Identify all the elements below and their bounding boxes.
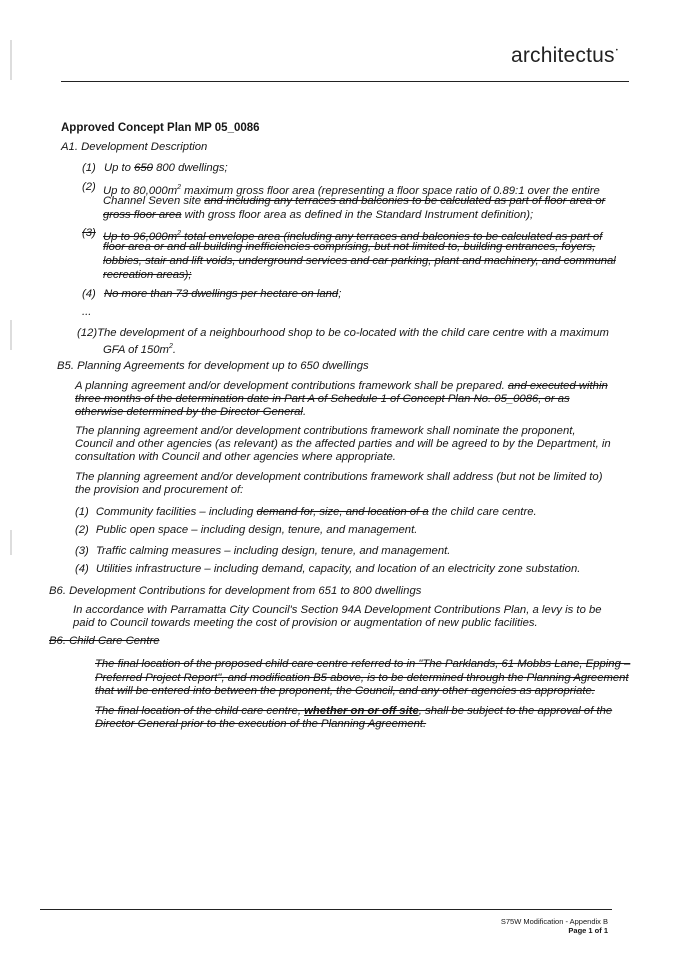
a1-item-3-number: (3)	[82, 227, 96, 239]
b5-item-2: (2) Public open space – including design, tenure, and management.	[75, 524, 418, 536]
header-rule	[61, 81, 629, 82]
a1-item-12-line-2: GFA of $150m^2$.	[103, 343, 176, 356]
b5-paragraph-2-line-3: consultation with Council and other agencies where appropriate.	[75, 451, 396, 463]
b6-old-paragraph-1-line-2: Preferred Project Report", and modification B5 above, is to be determined through the Planning Agreement	[95, 672, 629, 684]
section-b6-heading: B6. Development Contributions for development from 651 to 800 dwellings	[49, 585, 422, 597]
b5-paragraph-1-line-2: three months of the determination date in Part A of Schedule 1 of Concept Plan No. 05_0086, or as	[75, 393, 570, 405]
scan-margin-mark	[10, 530, 12, 555]
b5-item-4: (4) Utilities infrastructure – including demand, capacity, and location of an electricity zone substation.	[75, 563, 581, 575]
b6-old-paragraph-2-line-1: The final location of the child care centre, whether on or off site, shall be subject to the approval of the	[95, 705, 613, 717]
section-b6-old-heading: B6. Child Care Centre	[49, 635, 160, 647]
a1-item-2-line-1: Up to $80,000m^2$ maximum gross floor area (representing a floor space ratio of 0.89:1 over the entire	[103, 184, 600, 197]
a1-item-1-text: Up to 650 800 dwellings;	[103, 162, 228, 174]
a1-item-3-line-2: floor area or and all building inefficiencies comprising, but not limited to, building entrances, foyers,	[103, 241, 596, 253]
footer-page-number: Page 1 of 1	[568, 926, 608, 935]
brand-logo	[511, 44, 618, 68]
b6-old-paragraph-1-line-1: The final location of the proposed child care centre referred to in "The Parklands, 61 Mobbs Lane, Epping –	[95, 658, 631, 670]
ellipsis: ...	[82, 306, 92, 318]
footer-document-label: S75W Modification - Appendix B	[500, 917, 608, 926]
b5-item-3: (3) Traffic calming measures – including design, tenure, and management.	[75, 545, 451, 557]
section-a1-heading: A1. Development Description	[61, 141, 208, 153]
b6-old-paragraph-2-line-2: Director General prior to the execution of the Planning Agreement.	[95, 718, 427, 730]
a1-item-2-line-2: Channel Seven site and including any terraces and balconies to be calculated as part of floor area or	[103, 195, 606, 207]
a1-item-3-line-1: Up to $96,000m^2$ total envelope area (including any terraces and balconies to be calculated as part of	[103, 230, 603, 243]
a1-item-1	[82, 162, 228, 175]
b5-paragraph-3-line-2: the provision and procurement of:	[75, 484, 244, 496]
brand-name: architectus	[510, 44, 615, 67]
a1-item-2-number: (2)	[82, 181, 96, 193]
a1-item-3-line-4: recreation areas);	[103, 269, 192, 281]
b5-item-1: (1) Community facilities – including demand for, size, and location of a the child care centre.	[75, 506, 537, 518]
footer-rule	[40, 909, 612, 910]
footer	[501, 917, 608, 935]
b5-paragraph-3-line-1: The planning agreement and/or development contributions framework shall address (but not be limited to)	[75, 471, 603, 483]
a1-item-2-line-3: gross floor area with gross floor area as defined in the Standard Instrument definition);	[103, 209, 534, 221]
b5-paragraph-1-line-1: A planning agreement and/or development contributions framework shall be prepared. and executed within	[75, 380, 608, 392]
a1-item-3-line-3: lobbies, stair and lift voids, underground services and car parking, plant and machinery, and communal	[103, 255, 616, 267]
b5-paragraph-2-line-1: The planning agreement and/or development contributions framework shall nominate the proponent,	[75, 425, 576, 437]
a1-item-12-line-1: (12)The development of a neighbourhood shop to be co-located with the child care centre with a maximum	[77, 327, 609, 339]
brand-mark: •	[615, 48, 618, 54]
scan-margin-mark	[10, 320, 12, 350]
a1-item-1-number: (1)	[82, 162, 96, 174]
scan-margin-mark	[10, 40, 12, 80]
b5-paragraph-2-line-2: Council and other agencies (as relevant) as the affected parties and will be agreed to by the Department, in	[75, 438, 611, 450]
section-b5-heading: B5. Planning Agreements for development up to 650 dwellings	[57, 360, 369, 372]
b5-paragraph-1-line-3: otherwise determined by the Director General.	[75, 406, 307, 418]
b6-paragraph-line-1: In accordance with Parramatta City Council's Section 94A Development Contributions Plan, a levy is to be	[73, 604, 602, 616]
a1-item-4: (4) No more than 73 dwellings per hectare on land;	[82, 288, 342, 300]
b6-paragraph-line-2: paid to Council towards meeting the cost of provision or augmentation of new public facilities.	[73, 617, 538, 629]
page-title: Approved Concept Plan MP 05_0086	[61, 122, 260, 134]
b6-old-paragraph-1-line-3: that will be entered into between the proponent, the Council, and any other agencies as appropriate.	[95, 685, 595, 697]
